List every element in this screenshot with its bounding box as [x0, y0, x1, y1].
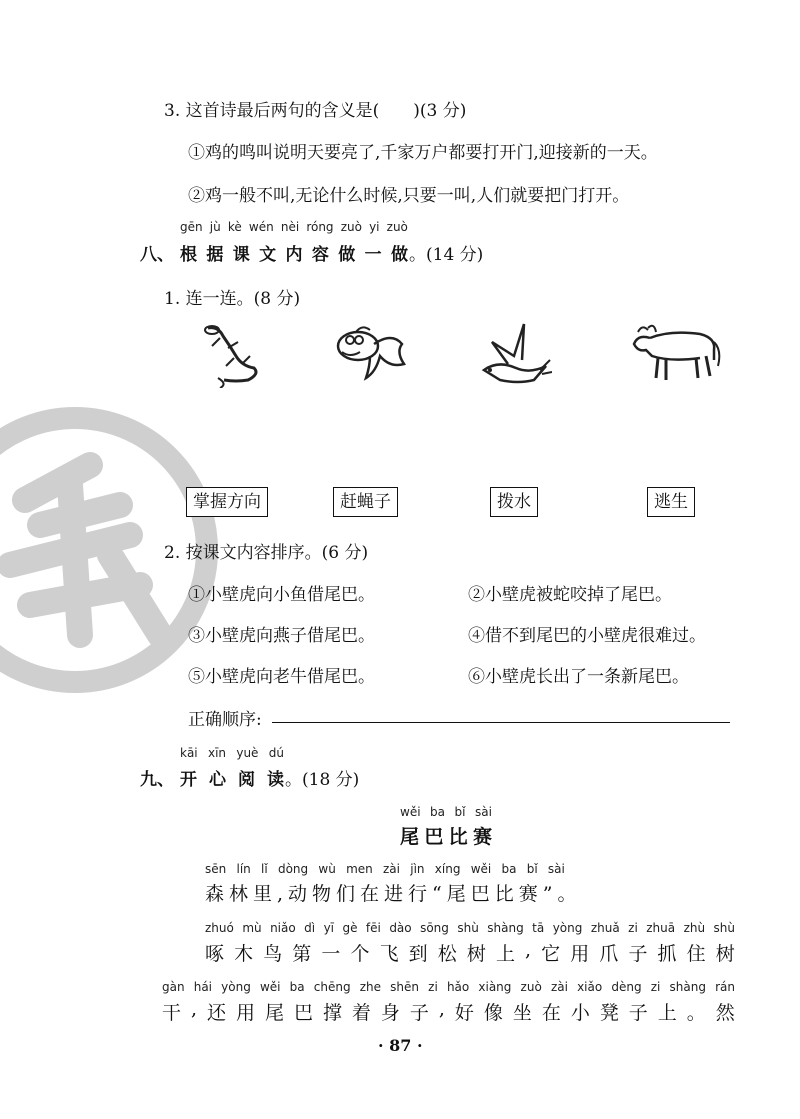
section9-points: 。(18 分) [285, 770, 360, 790]
order-item-4: ④借不到尾巴的小壁虎很难过。 [468, 626, 706, 646]
section8-pinyin: gēn jù kè wén nèi róng zuò yi zuò [180, 220, 408, 234]
goldfish-icon [330, 322, 410, 384]
section9-title: 开 心 阅 读 [180, 770, 284, 790]
reading-title-pinyin: wěi ba bǐ sài [400, 805, 492, 819]
reading-line3-pinyin: gàn hái yòng wěi ba chēng zhe shēn zi hǎo xiàng zuò zài xiǎo dèng zi shàng rán [162, 980, 735, 994]
q3-option-2: ②鸡一般不叫,无论什么时候,只要一叫,人们就要把门打开。 [188, 186, 630, 206]
order-answer-line[interactable] [272, 722, 730, 723]
section8-q1: 1. 连一连。(8 分) [164, 289, 301, 309]
ox-icon [630, 320, 722, 382]
section9-pinyin: kāi xīn yuè dú [180, 746, 284, 760]
order-label: 正确顺序: [188, 710, 262, 730]
order-item-2: ②小壁虎被蛇咬掉了尾巴。 [468, 585, 672, 605]
reading-title: 尾 巴 比 赛 [400, 826, 492, 848]
word-box-3: 拨水 [490, 487, 538, 517]
q3-option-1: ①鸡的鸣叫说明天要亮了,千家万户都要打开门,迎接新的一天。 [188, 143, 658, 163]
page-number: · 87 · [378, 1036, 423, 1055]
swallow-icon [478, 320, 552, 388]
reading-line2: 啄 木 鸟 第 一 个 飞 到 松 树 上 , 它 用 爪 子 抓 住 树 [205, 939, 735, 965]
order-item-6: ⑥小壁虎长出了一条新尾巴。 [468, 667, 689, 687]
order-item-5: ⑤小壁虎向老牛借尾巴。 [188, 667, 375, 687]
word-box-2: 赶蝇子 [333, 487, 398, 517]
q3-question: 3. 这首诗最后两句的含义是( )(3 分) [164, 101, 467, 121]
reading-line3: 干 , 还 用 尾 巴 撑 着 身 子 , 好 像 坐 在 小 凳 子 上 。 然 [162, 998, 735, 1024]
reading-line1: 森林里,动物们在进行“尾巴比赛”。 [205, 883, 582, 905]
section8-prefix: 八、 [140, 245, 174, 265]
reading-line2-pinyin: zhuó mù niǎo dì yī gè fēi dào sōng shù shàng tā yòng zhuǎ zi zhuā zhù shù [205, 921, 735, 935]
section8-points: 。(14 分) [409, 245, 484, 265]
lizard-icon [198, 318, 268, 388]
word-box-4: 逃生 [647, 487, 695, 517]
reading-line1-pinyin: sēn lín lǐ dòng wù men zài jìn xíng wěi ba bǐ sài [205, 862, 565, 876]
order-item-1: ①小壁虎向小鱼借尾巴。 [188, 585, 375, 605]
section8-title: 根 据 课 文 内 容 做 一 做 [180, 245, 408, 265]
word-box-1: 掌握方向 [186, 487, 268, 517]
section9-prefix: 九、 [140, 770, 174, 790]
order-item-3: ③小壁虎向燕子借尾巴。 [188, 626, 375, 646]
section8-q2: 2. 按课文内容排序。(6 分) [164, 543, 369, 563]
